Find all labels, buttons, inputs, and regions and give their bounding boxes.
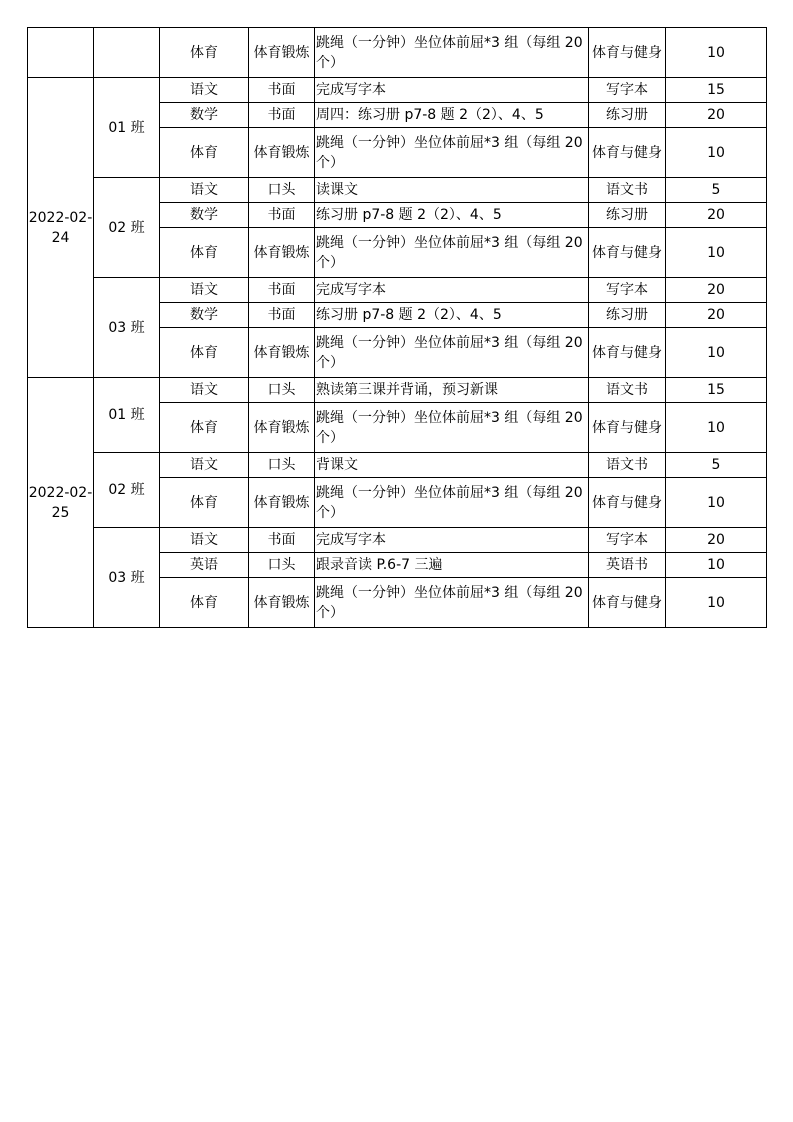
subject-cell: 体育 bbox=[160, 328, 249, 378]
minutes-cell: 10 bbox=[666, 228, 767, 278]
table-row bbox=[28, 78, 767, 103]
subject-cell: 语文 bbox=[160, 78, 249, 103]
minutes-cell: 10 bbox=[666, 128, 767, 178]
subject-cell: 体育 bbox=[160, 403, 249, 453]
date-cell bbox=[28, 378, 94, 628]
content-cell: 跳绳（一分钟）坐位体前屈*3 组（每组 20 个） bbox=[315, 403, 589, 453]
material-cell: 体育与健身 bbox=[589, 403, 666, 453]
content-cell: 背课文 bbox=[315, 453, 589, 478]
material-cell: 体育与健身 bbox=[589, 128, 666, 178]
content-cell bbox=[315, 28, 589, 78]
subject-cell: 语文 bbox=[160, 178, 249, 203]
type-cell: 体育锻炼 bbox=[249, 228, 315, 278]
type-cell: 书面 bbox=[249, 78, 315, 103]
class-cell: 01 班 bbox=[94, 378, 160, 453]
type-cell: 书面 bbox=[249, 278, 315, 303]
minutes-cell: 15 bbox=[666, 78, 767, 103]
minutes-cell: 20 bbox=[666, 278, 767, 303]
material-cell: 写字本 bbox=[589, 278, 666, 303]
material-cell: 英语书 bbox=[589, 553, 666, 578]
minutes-cell: 10 bbox=[666, 553, 767, 578]
type-cell: 口头 bbox=[249, 178, 315, 203]
content-cell: 跳绳（一分钟）坐位体前屈*3 组（每组 20 个） bbox=[315, 578, 589, 628]
table-row bbox=[28, 178, 767, 203]
type-cell: 口头 bbox=[249, 453, 315, 478]
content-cell: 完成写字本 bbox=[315, 78, 589, 103]
subject-cell: 数学 bbox=[160, 203, 249, 228]
class-cell bbox=[94, 28, 160, 78]
content-cell: 完成写字本 bbox=[315, 278, 589, 303]
material-cell: 练习册 bbox=[589, 103, 666, 128]
material-cell: 语文书 bbox=[589, 378, 666, 403]
material-cell: 体育与健身 bbox=[589, 228, 666, 278]
content-cell: 练习册 p7-8 题 2（2）、4、5 bbox=[315, 303, 589, 328]
date-cell bbox=[28, 78, 94, 378]
class-cell: 02 班 bbox=[94, 453, 160, 528]
material-cell: 写字本 bbox=[589, 528, 666, 553]
type-cell: 体育锻炼 bbox=[249, 28, 315, 78]
table-row bbox=[28, 528, 767, 553]
table-row bbox=[28, 28, 767, 78]
content-cell: 周四：练习册 p7-8 题 2（2）、4、5 bbox=[315, 103, 589, 128]
table-row bbox=[28, 378, 767, 403]
subject-cell: 语文 bbox=[160, 528, 249, 553]
type-cell: 体育锻炼 bbox=[249, 578, 315, 628]
subject-cell: 英语 bbox=[160, 553, 249, 578]
content-line: 跳绳（一分钟）坐位体前屈*3 组（每组 20 个） bbox=[316, 34, 583, 71]
content-cell: 跳绳（一分钟）坐位体前屈*3 组（每组 20 个） bbox=[315, 128, 589, 178]
subject-cell: 体育 bbox=[160, 28, 249, 78]
class-cell: 03 班 bbox=[94, 528, 160, 628]
subject-cell: 语文 bbox=[160, 453, 249, 478]
material-cell: 体育与健身 bbox=[589, 578, 666, 628]
minutes-cell: 10 bbox=[666, 28, 767, 78]
content-cell: 练习册 p7-8 题 2（2）、4、5 bbox=[315, 203, 589, 228]
minutes-cell: 15 bbox=[666, 378, 767, 403]
content-cell: 跳绳（一分钟）坐位体前屈*3 组（每组 20 个） bbox=[315, 478, 589, 528]
subject-cell: 数学 bbox=[160, 303, 249, 328]
material-cell: 体育与健身 bbox=[589, 478, 666, 528]
type-cell: 体育锻炼 bbox=[249, 403, 315, 453]
class-cell: 01 班 bbox=[94, 78, 160, 178]
minutes-cell: 10 bbox=[666, 328, 767, 378]
type-cell: 书面 bbox=[249, 303, 315, 328]
class-cell: 02 班 bbox=[94, 178, 160, 278]
type-cell: 口头 bbox=[249, 378, 315, 403]
material-cell: 体育与健身 bbox=[589, 28, 666, 78]
material-cell: 语文书 bbox=[589, 178, 666, 203]
minutes-cell: 10 bbox=[666, 403, 767, 453]
subject-cell: 体育 bbox=[160, 578, 249, 628]
homework-table bbox=[27, 27, 767, 628]
date-text: 2022-02- 25 bbox=[28, 484, 93, 521]
table-row bbox=[28, 278, 767, 303]
material-cell: 写字本 bbox=[589, 78, 666, 103]
minutes-cell: 10 bbox=[666, 478, 767, 528]
date-text: 2022-02- 24 bbox=[28, 209, 93, 246]
material-cell: 练习册 bbox=[589, 203, 666, 228]
minutes-cell: 5 bbox=[666, 178, 767, 203]
table-row bbox=[28, 453, 767, 478]
type-cell: 体育锻炼 bbox=[249, 128, 315, 178]
minutes-cell: 20 bbox=[666, 528, 767, 553]
subject-cell: 体育 bbox=[160, 228, 249, 278]
type-cell: 书面 bbox=[249, 203, 315, 228]
material-cell: 体育与健身 bbox=[589, 328, 666, 378]
type-cell: 书面 bbox=[249, 528, 315, 553]
content-cell: 读课文 bbox=[315, 178, 589, 203]
type-cell: 口头 bbox=[249, 553, 315, 578]
class-cell: 03 班 bbox=[94, 278, 160, 378]
material-cell: 练习册 bbox=[589, 303, 666, 328]
type-cell: 体育锻炼 bbox=[249, 478, 315, 528]
subject-cell: 体育 bbox=[160, 478, 249, 528]
type-cell: 书面 bbox=[249, 103, 315, 128]
subject-cell: 数学 bbox=[160, 103, 249, 128]
minutes-cell: 20 bbox=[666, 303, 767, 328]
subject-cell: 体育 bbox=[160, 128, 249, 178]
minutes-cell: 5 bbox=[666, 453, 767, 478]
minutes-cell: 10 bbox=[666, 578, 767, 628]
minutes-cell: 20 bbox=[666, 203, 767, 228]
subject-cell: 语文 bbox=[160, 278, 249, 303]
material-cell: 语文书 bbox=[589, 453, 666, 478]
content-cell: 跳绳（一分钟）坐位体前屈*3 组（每组 20 个） bbox=[315, 228, 589, 278]
type-cell: 体育锻炼 bbox=[249, 328, 315, 378]
content-cell: 跳绳（一分钟）坐位体前屈*3 组（每组 20 个） bbox=[315, 328, 589, 378]
date-cell bbox=[28, 28, 94, 78]
content-cell: 跟录音读 P.6-7 三遍 bbox=[315, 553, 589, 578]
content-cell: 熟读第三课并背诵，预习新课 bbox=[315, 378, 589, 403]
minutes-cell: 20 bbox=[666, 103, 767, 128]
subject-cell: 语文 bbox=[160, 378, 249, 403]
content-cell: 完成写字本 bbox=[315, 528, 589, 553]
